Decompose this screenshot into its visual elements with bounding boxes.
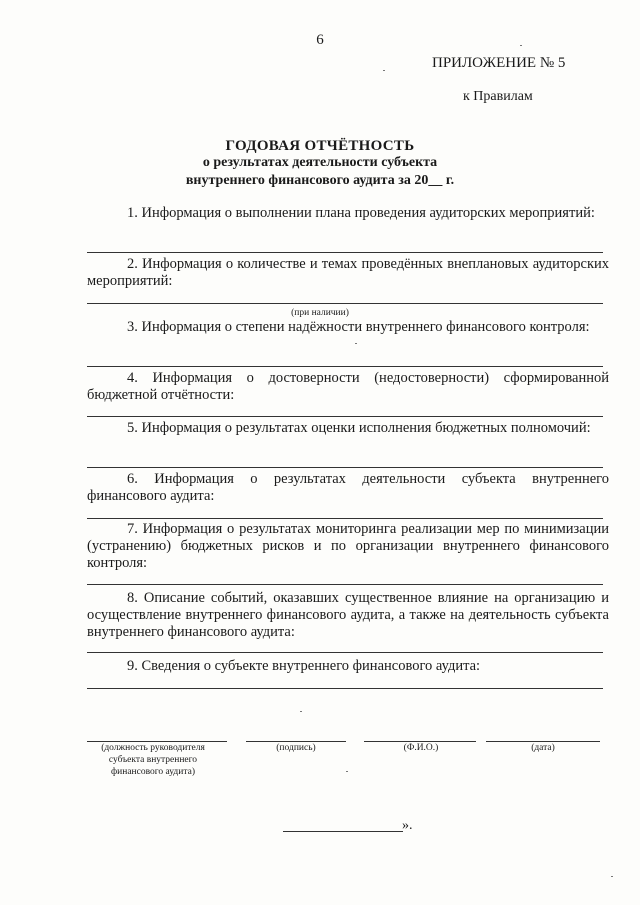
position-caption: (должность руководителя субъекта внутреннего финансового аудита) [101, 743, 205, 777]
item-5-text: 5. Информация о результатах оценки исполнения бюджетных полномочий: [127, 420, 591, 436]
scan-speck [383, 70, 385, 71]
item-5 [87, 420, 609, 437]
item-8-text: 8. Описание событий, оказавших существенное влияние на организацию и осуществление внутреннего финансового аудита, а также на деятельность субъекта внутреннего финансового аудита: [87, 590, 609, 640]
document-subtitle-line-2: внутреннего финансового аудита за 20__ г. [185, 173, 455, 188]
item-3-text: 3. Информация о степени надёжности внутреннего финансового контроля: [127, 319, 590, 335]
item-6-text: 6. Информация о результатах деятельности субъекта внутреннего финансового аудита: [87, 471, 609, 504]
item-8 [87, 590, 609, 641]
closing-quote: ». [402, 818, 413, 833]
document-title: ГОДОВАЯ ОТЧЁТНОСТЬ [225, 138, 415, 154]
item-4-text: 4. Информация о достоверности (недостоверности) сформированной бюджетной отчётности: [87, 370, 609, 403]
item-6 [87, 471, 609, 505]
scan-speck [611, 876, 613, 877]
item-3-answer-line[interactable] [87, 366, 603, 367]
item-2-text: 2. Информация о количестве и темах проведённых внеплановых аудиторских мероприятий: [87, 256, 609, 289]
item-1 [87, 205, 609, 222]
to-rules-label: к Правилам [463, 89, 533, 104]
full-name-caption: (Ф.И.О.) [403, 743, 439, 753]
scan-speck [520, 45, 522, 46]
item-8-answer-line[interactable] [87, 652, 603, 653]
item-7 [87, 521, 609, 572]
item-9-answer-line[interactable] [87, 688, 603, 689]
scan-speck [300, 711, 302, 712]
item-2 [87, 256, 609, 290]
item-2-note: (при наличии) [291, 308, 349, 318]
item-1-text: 1. Информация о выполнении плана проведения аудиторских мероприятий: [127, 205, 595, 221]
closing-date-line[interactable] [283, 831, 403, 832]
item-5-answer-line[interactable] [87, 467, 603, 468]
date-caption: (дата) [531, 743, 555, 753]
item-4 [87, 370, 609, 404]
item-2-answer-line[interactable] [87, 303, 603, 304]
page-number: 6 [316, 32, 324, 48]
item-4-answer-line[interactable] [87, 416, 603, 417]
item-1-answer-line[interactable] [87, 252, 603, 253]
item-7-answer-line[interactable] [87, 584, 603, 585]
scan-speck [346, 771, 348, 772]
item-3 [87, 319, 609, 336]
scan-speck [355, 343, 357, 344]
item-9 [87, 658, 609, 675]
item-7-text: 7. Информация о результатах мониторинга реализации мер по минимизации (устранению) бюджетных рисков и по организации внутреннего финансового контроля: [87, 521, 609, 571]
appendix-label: ПРИЛОЖЕНИЕ № 5 [432, 55, 566, 71]
document-subtitle-line-1: о результатах деятельности субъекта [202, 155, 438, 170]
item-6-answer-line[interactable] [87, 518, 603, 519]
item-9-text: 9. Сведения о субъекте внутреннего финансового аудита: [127, 658, 481, 674]
signature-caption: (подпись) [276, 743, 316, 753]
